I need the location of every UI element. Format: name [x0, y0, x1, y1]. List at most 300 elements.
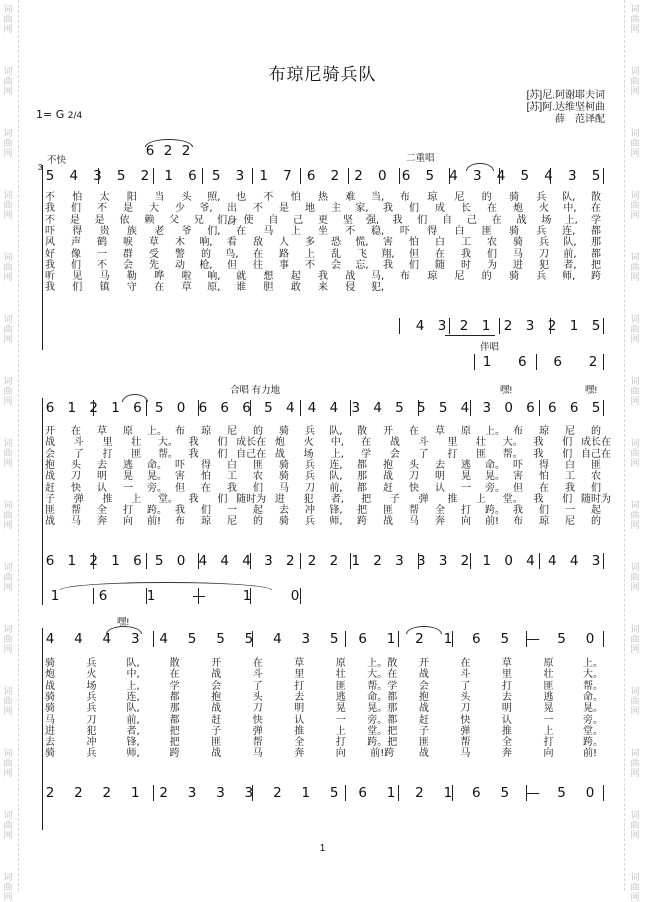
- melody-note: 3: [235, 168, 245, 184]
- harmony-note: 3: [264, 553, 273, 569]
- harmony-note: 4: [569, 553, 579, 569]
- lyric-syllable: 大: [149, 203, 159, 215]
- lyric-syllable: 刀: [86, 714, 97, 726]
- melody-note: 1: [386, 631, 396, 647]
- lyric-syllable: 不: [305, 259, 315, 271]
- lyric-syllable: 帮: [71, 505, 81, 517]
- intro-note: 2: [181, 143, 191, 159]
- lyric-syllable: 打: [543, 737, 554, 749]
- melody-note: 6: [472, 631, 481, 647]
- lyric-syllable: 上: [476, 493, 487, 505]
- lyric-syllable: 开: [418, 658, 429, 669]
- lyric-syllable: 战: [45, 516, 55, 528]
- harmony-note: 3: [416, 553, 426, 569]
- lyric-syllable: 兵: [305, 516, 315, 528]
- lyric-syllable: 我: [533, 448, 544, 460]
- lyric-syllable: 那: [357, 471, 367, 483]
- bar-line: [399, 168, 400, 184]
- harmony-note: 4: [548, 553, 557, 569]
- lyric-syllable: 群: [123, 248, 133, 260]
- bar-line: [536, 354, 537, 370]
- lyric-syllable: 锋,: [329, 505, 343, 517]
- watermark-text: 词 曲 网: [630, 314, 640, 344]
- lyric-syllable: 稳,: [371, 225, 385, 237]
- time-signature: 2/4: [67, 111, 83, 121]
- harmony-note-row: [40, 318, 610, 334]
- bar-line: [449, 318, 450, 334]
- harmony-note: 2: [74, 785, 83, 801]
- melody-note: 5: [591, 168, 601, 184]
- lyric-syllable: 吓: [399, 225, 410, 237]
- page-number: 1: [319, 843, 326, 854]
- lyric-syllable: 马: [409, 516, 419, 528]
- underline: [445, 335, 495, 336]
- lyric-syllable: 一: [97, 248, 107, 260]
- watermark-text: 词 曲 网: [3, 562, 13, 592]
- lyric-syllable: 琼: [201, 516, 211, 528]
- melody-note: 4: [460, 400, 470, 416]
- lyric-syllable: 战: [516, 214, 527, 226]
- lyric-syllable: 匪: [418, 737, 429, 749]
- bar-line: [252, 631, 253, 647]
- watermark-text: 词 曲 网: [3, 748, 13, 778]
- lyric-syllable: 晃。那: [367, 703, 398, 715]
- melody-note: 5: [557, 631, 566, 647]
- lyric-syllable: 骑: [279, 516, 289, 528]
- system-brace: [42, 628, 43, 830]
- lyric-syllable: 想: [263, 271, 274, 283]
- lyric-syllable: 大。: [583, 669, 603, 681]
- lyric-syllable: 战: [383, 516, 393, 528]
- lyric-syllable: 散: [169, 658, 180, 669]
- slur: [122, 394, 148, 402]
- lyric-syllable: 不: [345, 225, 356, 237]
- lyric-syllable: 家,: [355, 203, 369, 215]
- harmony-note: 2: [459, 318, 469, 334]
- lyric-syllable: 明: [294, 703, 305, 715]
- second-part-marking: 二重唱: [406, 153, 435, 164]
- lyric-syllable: 赶: [211, 714, 222, 726]
- lyric-syllable: 强,: [366, 214, 380, 226]
- lyric-syllable: 炮: [274, 437, 285, 449]
- lyric-syllable: 怕: [409, 237, 419, 249]
- lyric-syllable: 在: [539, 482, 549, 494]
- harmony-note: 1: [130, 785, 140, 801]
- lyric-syllable: 随: [435, 259, 445, 271]
- lyric-syllable: 大。在: [367, 669, 398, 681]
- lyric-syllable: 像: [71, 248, 81, 260]
- slur: [60, 582, 272, 590]
- lyric-syllable: 自: [442, 214, 453, 226]
- lyric-syllable: 会: [418, 680, 429, 692]
- lyric-syllable: 翔,: [381, 248, 395, 260]
- lyric-syllable: 害: [513, 471, 523, 483]
- lyric-syllable: 连,: [126, 691, 140, 703]
- lyric-syllable: 多: [305, 237, 315, 249]
- lyric-syllable: 赶: [45, 482, 55, 494]
- lyric-syllable: 快: [71, 482, 81, 494]
- lyric-syllable: 但: [175, 482, 185, 494]
- lyric-syllable: 我: [383, 259, 393, 271]
- lyric-syllable: 认: [501, 714, 512, 726]
- harmony-note: 4: [198, 553, 208, 569]
- watermark-text: 词 曲 网: [630, 66, 640, 96]
- lyric-syllable: 堂。: [502, 493, 523, 505]
- harmony-note: 2: [159, 785, 168, 801]
- lyric-syllable: 帮。学: [367, 680, 398, 692]
- lyric-syllable: 壮: [335, 669, 346, 681]
- lyric-syllable: 们: [72, 282, 83, 294]
- lyric-syllable: 跨。: [583, 737, 603, 749]
- bar-line: [399, 318, 400, 334]
- melody-note: 4: [307, 400, 317, 416]
- system-brace: [42, 398, 43, 605]
- melody-note: 2: [354, 168, 363, 184]
- lyric-syllable: 一: [227, 505, 237, 517]
- lyric-syllable: 马: [99, 271, 110, 283]
- lyric-syllable: 马: [252, 748, 263, 760]
- lyric-syllable: 农: [253, 471, 263, 483]
- lyric-syllable: 了: [418, 448, 429, 460]
- lyric-syllable: 马,: [371, 271, 385, 283]
- lyric-syllable: 旁。都: [367, 714, 398, 726]
- lyric-syllable: 上。散: [367, 658, 398, 669]
- lyric-syllable: 我: [45, 203, 55, 215]
- lyric-syllable: 会: [389, 448, 400, 460]
- melody-note: 5: [211, 168, 221, 184]
- lyric-syllable: 在: [460, 658, 471, 669]
- lyric-syllable: 打: [102, 448, 113, 460]
- lyric-syllable: 起: [290, 271, 301, 283]
- bar-line: [452, 785, 453, 801]
- lyric-syllable: 在: [71, 426, 81, 437]
- lyric-syllable: 往: [253, 259, 263, 271]
- lyric-syllable: 匪: [131, 448, 142, 460]
- lyric-syllable: 我: [227, 482, 237, 494]
- lyric-syllable: 不: [45, 214, 55, 226]
- bar-line: [300, 588, 301, 604]
- lyric-syllable: 连,: [329, 459, 343, 471]
- lyric-syllable: 在: [591, 203, 601, 215]
- lyric-syllable: 好: [45, 248, 55, 260]
- lyric-syllable: 里: [501, 669, 512, 681]
- melody-note: 4: [329, 400, 339, 416]
- lyric-syllable: 斗: [73, 437, 84, 449]
- melody-note: 3: [93, 168, 102, 184]
- lyric-syllable: 全: [294, 737, 305, 749]
- lyric-syllable: 上。: [583, 658, 603, 669]
- lyric-syllable: 兵: [305, 459, 315, 471]
- lyric-syllable: 事: [279, 259, 289, 271]
- lyric-syllable: 工: [461, 237, 471, 249]
- lyric-syllable: 的: [591, 426, 601, 437]
- lyric-syllable: 得: [539, 459, 549, 471]
- lyric-syllable: 胆: [263, 282, 274, 294]
- melody-note: 1: [164, 168, 173, 184]
- melody-note: 1: [67, 400, 77, 416]
- harmony-note: 2: [460, 553, 470, 569]
- lyric-syllable: 晃: [335, 703, 346, 715]
- lyric-syllable: 师,: [126, 748, 140, 760]
- lyric-syllable: 向: [543, 748, 554, 760]
- harmony-note: 4: [242, 553, 251, 569]
- lyric-syllable: 枪,: [199, 259, 213, 271]
- lyric-syllable: 战: [211, 748, 222, 760]
- lyric-syllable: 战: [45, 471, 55, 483]
- lyric-syllable: 我: [533, 437, 544, 449]
- lyric-syllable: 把: [169, 725, 180, 737]
- watermark-text: 词 曲 网: [630, 438, 640, 468]
- lyric-syllable: 在: [169, 669, 180, 681]
- lyric-syllable: 赶: [383, 482, 393, 494]
- lyric-syllable: 那: [591, 237, 601, 249]
- bar-line: [418, 553, 419, 569]
- lyric-syllable: 中,: [563, 203, 577, 215]
- lyric-syllable: 那: [169, 703, 180, 715]
- lyric-syllable: 帮: [460, 737, 471, 749]
- lyric-syllable: 尼: [565, 426, 575, 437]
- bar-line: [499, 318, 500, 334]
- harmony-note: 1: [301, 785, 311, 801]
- lyric-syllable: 斗: [252, 669, 263, 681]
- accompaniment-note: 6: [98, 588, 108, 604]
- melody-note: 6: [220, 400, 230, 416]
- lyric-syllable: 前!: [485, 516, 500, 528]
- watermark-text: 词 曲 网: [3, 438, 13, 468]
- watermark-text: 词 曲 网: [3, 4, 13, 34]
- lyric-syllable: 马: [460, 748, 471, 760]
- bar-line: [300, 553, 301, 569]
- bar-line: [603, 318, 604, 334]
- lyric-syllable: 草: [435, 426, 445, 437]
- lyric-syllable: 是: [279, 203, 289, 215]
- lyric-syllable: 上: [305, 248, 315, 260]
- lyric-syllable: 前,: [563, 248, 577, 260]
- lyric-syllable: 恐: [331, 237, 341, 249]
- watermark-text: 词 曲 网: [630, 128, 640, 158]
- lyric-syllable: 推: [447, 493, 458, 505]
- lyric-syllable: 战: [389, 437, 400, 449]
- harmony-note: 1: [482, 553, 492, 569]
- lyric-syllable: 族: [126, 225, 137, 237]
- harmony-note: 2: [503, 318, 513, 334]
- lyric-syllable: 父: [169, 214, 180, 226]
- harmony-note: 1: [67, 553, 77, 569]
- lyric-syllable: 打: [447, 448, 458, 460]
- lyric-syllable: 把: [361, 493, 372, 505]
- lyric-syllable: 开: [211, 658, 222, 669]
- lyric-syllable: 快: [252, 714, 263, 726]
- harmony-note: 1: [111, 553, 120, 569]
- lyric-syllable: 旁。: [583, 714, 603, 726]
- lyric-syllable: 响,: [207, 271, 221, 283]
- lyric-syllable: 白: [454, 225, 465, 237]
- lyric-syllable: 们: [409, 259, 419, 271]
- lyric-syllable: 晃: [461, 471, 471, 483]
- lyric-syllable: 兵: [305, 426, 315, 437]
- lyric-syllable: 原: [543, 658, 554, 669]
- accompaniment-note: 6: [518, 354, 527, 370]
- harmony-note: 2: [307, 553, 317, 569]
- lyric-syllable: 帮。: [502, 448, 523, 460]
- melody-note: 6: [358, 631, 367, 647]
- lyric-syllable: 尼: [454, 271, 465, 283]
- watermark-text: 词 曲 网: [630, 624, 640, 654]
- lyric-syllable: 不: [263, 192, 274, 203]
- bar-line: [539, 400, 540, 416]
- lyric-syllable: 我: [188, 437, 199, 449]
- harmony-note: 0: [504, 553, 513, 569]
- lyric-syllable: 刀: [71, 471, 81, 483]
- lyric-syllable: 匪: [211, 737, 222, 749]
- lyric-syllable: 兵: [86, 691, 97, 703]
- lyric-syllable: 尼: [454, 192, 465, 203]
- bar-line: [202, 168, 203, 184]
- lyric-syllable: 鹤: [97, 237, 107, 249]
- lyric-syllable: 匪: [543, 680, 554, 692]
- lyric-syllable: 我: [45, 259, 55, 271]
- melody-note: 0: [585, 631, 595, 647]
- watermark-text: 词 曲 网: [3, 872, 13, 902]
- lyric-syllable: 赖: [144, 214, 155, 226]
- harmony-note: 3: [437, 318, 447, 334]
- lyric-syllable: 犯: [539, 259, 549, 271]
- lyric-syllable: 在: [253, 248, 263, 260]
- lyric-syllable: 了: [460, 680, 471, 692]
- lyric-syllable: 侵: [345, 282, 356, 294]
- bar-line: [603, 631, 604, 647]
- lyric-syllable: 壮: [543, 669, 554, 681]
- melody-note: 2: [415, 631, 424, 647]
- bar-line: [198, 588, 199, 604]
- watermark-text: 词 曲 网: [3, 128, 13, 158]
- lyric-syllable: 是: [94, 214, 105, 226]
- lyric-syllable: 骑: [279, 471, 289, 483]
- melody-note: 5: [591, 400, 601, 416]
- lyric-syllable: 我: [461, 248, 471, 260]
- harmony-note-row: [40, 785, 610, 801]
- lyric-syllable: 明: [97, 471, 107, 483]
- lyric-syllable: 认: [294, 714, 305, 726]
- lyric-syllable: 上,: [330, 448, 344, 460]
- lyric-syllable: 战: [211, 703, 222, 715]
- shout-2: 嘿!: [585, 385, 598, 396]
- lyric-syllable: 前!: [147, 516, 162, 528]
- lyric-syllable: 战: [418, 703, 429, 715]
- bar-line: [250, 400, 251, 416]
- lyric-syllable: 逃: [335, 691, 346, 703]
- lyric-syllable: 们: [71, 259, 81, 271]
- lyric-syllable: 白: [565, 459, 575, 471]
- lyric-syllable: 一: [543, 714, 554, 726]
- lyric-syllable: 明: [501, 703, 512, 715]
- lyric-syllable: 跨: [169, 748, 180, 760]
- lyric-syllable: 布: [399, 192, 410, 203]
- bar-line: [603, 354, 604, 370]
- lyric-syllable: 壮: [131, 437, 142, 449]
- watermark-text: 词 曲 网: [630, 252, 640, 282]
- lyric-syllable: 场: [86, 680, 97, 692]
- harmony-note: —: [526, 785, 540, 801]
- lyric-syllable: 前!跨: [370, 748, 395, 760]
- lyric-syllable: 慌,: [355, 237, 369, 249]
- bar-line: [539, 553, 540, 569]
- lyric-syllable: 当: [154, 192, 165, 203]
- lyric-syllable: 时: [461, 259, 471, 271]
- lyric-syllable: 们: [562, 437, 573, 449]
- accompaniment-note: 1: [482, 354, 492, 370]
- lyric-syllable: 去: [501, 691, 512, 703]
- lyric-syllable: 里: [294, 669, 305, 681]
- lyric-syllable: 们,: [217, 214, 231, 226]
- lyric-syllable: 帮。: [583, 680, 603, 692]
- lyric-syllable: 进: [513, 259, 523, 271]
- lyric-syllable: 帮: [409, 505, 419, 517]
- lyric-syllable: 跨: [591, 271, 601, 283]
- lyric-syllable: 我: [188, 493, 199, 505]
- melody-note: 3: [567, 168, 577, 184]
- lyric-syllable: 马: [71, 516, 81, 528]
- lyric-syllable: 随时为: [581, 493, 611, 505]
- lyric-syllable: 把: [357, 505, 367, 517]
- lyric-syllable: 白: [227, 459, 237, 471]
- melody-note: 4: [74, 631, 83, 647]
- lyric-syllable: 贵: [99, 225, 110, 237]
- lyric-syllable: 尼: [565, 516, 575, 528]
- accompaniment-note: 0: [290, 588, 300, 604]
- lyric-syllable: 尼: [227, 516, 237, 528]
- harmony-note: 2: [415, 785, 424, 801]
- lyric-syllable: 兵: [536, 225, 547, 237]
- lyric-syllable: 爷: [181, 225, 192, 237]
- accompaniment-note: 2: [588, 354, 598, 370]
- lyric-syllable: 乱: [331, 248, 341, 260]
- arranger-credit: 薛 范译配: [555, 114, 605, 125]
- lyric-syllable: 们: [217, 493, 228, 505]
- lyric-syllable: 子: [389, 493, 400, 505]
- watermark-text: 词 曲 网: [630, 500, 640, 530]
- lyric-syllable: 吓: [175, 459, 185, 471]
- lyric-syllable: 炮: [513, 203, 523, 215]
- harmony-note: 5: [591, 318, 601, 334]
- melody-note: 5: [425, 168, 435, 184]
- lyric-syllable: 我: [383, 203, 393, 215]
- lyric-syllable: 啦: [181, 271, 192, 283]
- bar-line: [350, 553, 351, 569]
- lyric-syllable: 上: [543, 725, 554, 737]
- melody-note: 2: [89, 400, 98, 416]
- lyric-syllable: 了: [252, 680, 263, 692]
- lyric-syllable: 弹: [73, 493, 84, 505]
- lyric-syllable: 头: [409, 459, 419, 471]
- bar-line: [550, 318, 551, 334]
- lyric-syllable: 先: [149, 259, 159, 271]
- lyric-syllable: 弹: [460, 725, 471, 737]
- lyric-syllable: 火: [303, 437, 314, 449]
- lyric-syllable: 命。: [147, 459, 167, 471]
- lyric-syllable: 命。: [485, 459, 505, 471]
- accompaniment-note: 1: [146, 588, 156, 604]
- lyric-syllable: 在: [491, 214, 502, 226]
- melody-note: 3: [301, 631, 311, 647]
- lyric-syllable: 前!: [583, 748, 598, 760]
- lyric-syllable: 向: [335, 748, 346, 760]
- lyric-syllable: 兵: [86, 658, 97, 669]
- melody-note: 5: [329, 631, 339, 647]
- lyric-syllable: 琼: [539, 426, 549, 437]
- lyric-syllable: 子: [418, 725, 429, 737]
- lyric-syllable: 难: [345, 192, 356, 203]
